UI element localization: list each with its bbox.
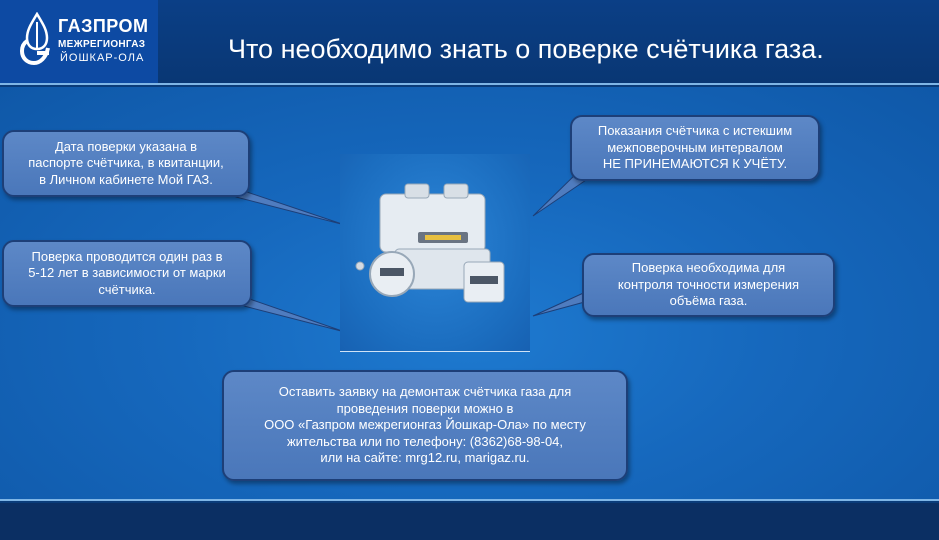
bubble-line: счётчика. [98, 281, 156, 297]
page-title: Что необходимо знать о поверке счётчика газа. [228, 34, 824, 64]
bubble-line: Дата поверки указана в [54, 138, 198, 154]
bubble-line: межповерочным интервалом [607, 139, 783, 155]
bubble-line: ООО «Газпром межрегионгаз Йошкар-Ола» по месту [264, 417, 586, 433]
bubble-line: паспорте счётчика, в квитанции, [28, 155, 224, 171]
bubble-expired-interval [570, 115, 820, 181]
callout-tail-date [235, 188, 345, 225]
bubble-line: 5-12 лет в зависимости от марки [28, 265, 226, 281]
bubble-line: Поверка проводится один раз в [31, 248, 223, 264]
bubble-line: проведения поверки можно в [336, 400, 514, 416]
bubble-line: Поверка необходима для [631, 260, 786, 276]
gas-meter-icon [340, 154, 530, 351]
logo-sub1: МЕЖРЕГИОНГАЗ [58, 39, 146, 50]
bubble-line: контроля точности измерения [617, 276, 800, 292]
bubble-line: Показания счётчика с истекшим [597, 123, 793, 139]
bubble-request-info [222, 370, 628, 481]
bubble-accuracy-control [582, 253, 835, 317]
logo-sub2: ЙОШКАР-ОЛА [60, 52, 145, 64]
bubble-verification-date [2, 130, 250, 197]
logo-brand: ГАЗПРОМ [58, 16, 149, 36]
bubble-line: НЕ ПРИНЕМАЮТСЯ К УЧЁТУ. [602, 156, 788, 172]
bubble-line: объёма газа. [669, 293, 748, 309]
bubble-line: Оставить заявку на демонтаж счётчика газа для [278, 384, 572, 400]
callout-tail-frequency [238, 295, 345, 332]
bubble-verification-frequency [2, 240, 252, 307]
bubble-line: или на сайте: mrg12.ru, marigaz.ru. [320, 450, 530, 466]
gas-meter-image [340, 154, 530, 352]
bubble-line: в Личном кабинете Мой ГАЗ. [39, 171, 213, 187]
bubble-line: жительства или по телефону: (8362)68-98-04, [286, 433, 564, 449]
